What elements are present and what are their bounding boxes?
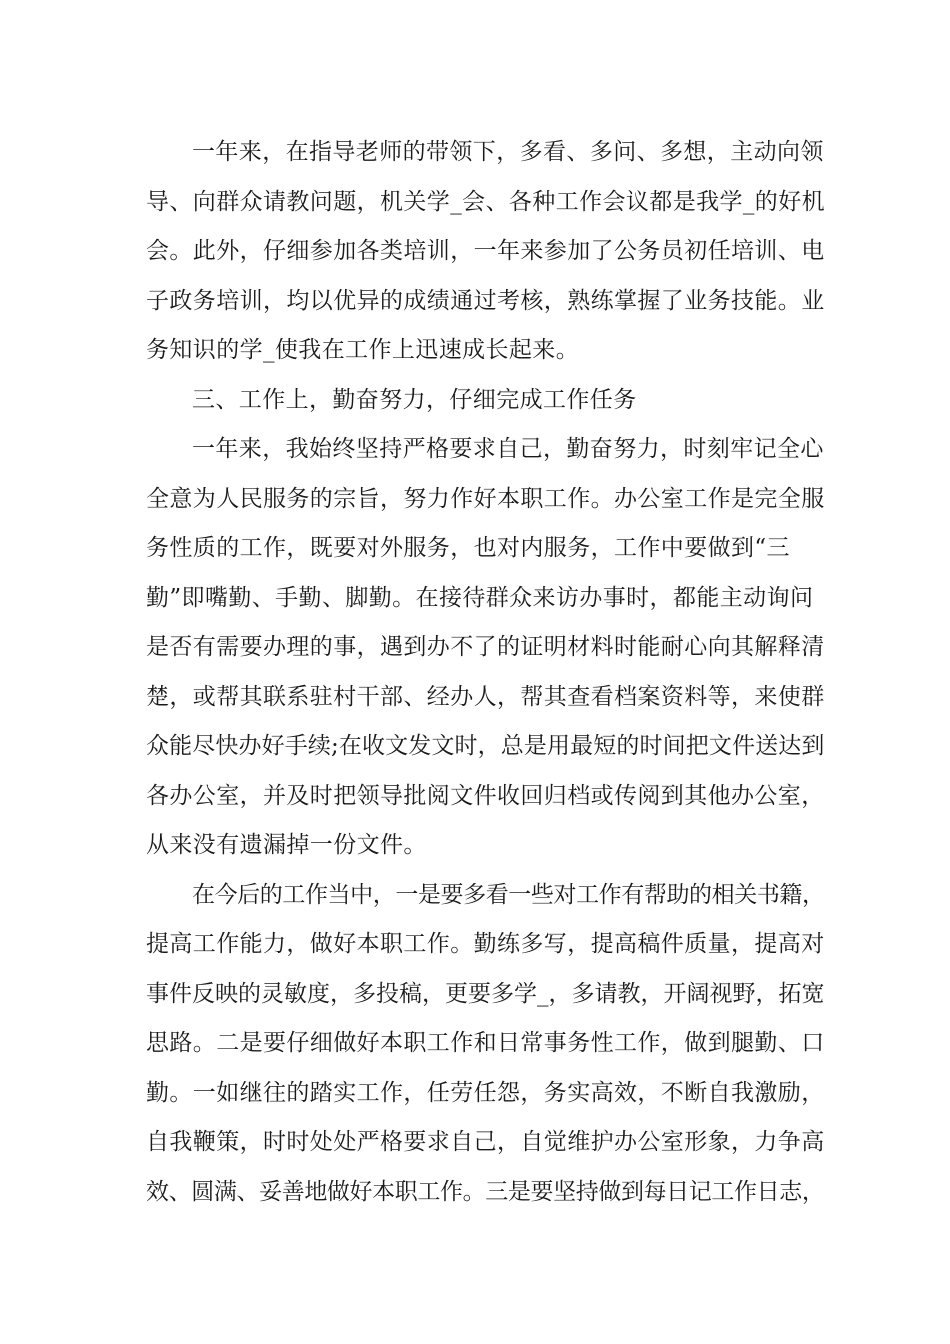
text-line: 楚，或帮其联系驻村干部、经办人，帮其查看档案资料等，来使群 [146,683,825,710]
document-body [146,128,826,1217]
text-line: 提高工作能力，做好本职工作。勤练多写，提高稿件质量，提高对 [146,931,825,957]
text-line: 务知识的学_使我在工作上迅速成长起来。 [146,337,580,363]
text-line: 思路。二是要仔细做好本职工作和日常事务性工作，做到腿勤、口 [146,1030,825,1056]
text-line: 会。此外，仔细参加各类培训，一年来参加了公务员初任培训、电 [146,238,825,264]
text-line: 勤。一如继往的踏实工作，任劳任怨，务实高效，不断自我激励， [146,1079,825,1106]
text-line: 导、向群众请教问题，机关学_会、各种工作会议都是我学_的好机 [146,188,825,215]
text-line: 全意为人民服务的宗旨，努力作好本职工作。办公室工作是完全服 [146,485,825,512]
text-line: 从来没有遗漏掉一份文件。 [146,832,427,858]
text-line: 务性质的工作，既要对外服务，也对内服务，工作中要做到“三 [146,535,790,561]
section-heading: 三、工作上，勤奋努力，仔细完成工作任务 [192,386,637,413]
text-line: 事件反映的灵敏度，多投稿，更要多学_，多请教，开阔视野，拓宽 [146,980,825,1007]
text-line: 一年来，在指导老师的带领下，多看、多问、多想，主动向领 [192,139,824,165]
text-line: 自我鞭策，时时处处严格要求自己，自觉维护办公室形象，力争高 [146,1129,825,1155]
text-line: 一年来，我始终坚持严格要求自己，勤奋努力，时刻牢记全心 [192,436,824,462]
text-line: 效、圆满、妥善地做好本职工作。三是要坚持做到每日记工作日志， [146,1178,825,1205]
text-line: 勤”即嘴勤、手勤、脚勤。在接待群众来访办事时，都能主动询问 [146,584,814,611]
text-line: 子政务培训，均以优异的成绩通过考核，熟练掌握了业务技能。业 [146,287,825,314]
text-line: 众能尽快办好手续;在收文发文时，总是用最短的时间把文件送达到 [146,733,825,759]
text-line: 在今后的工作当中，一是要多看一些对工作有帮助的相关书籍， [192,881,825,908]
text-line: 各办公室，并及时把领导批阅文件收回归档或传阅到其他办公室， [146,782,825,809]
text-line: 是否有需要办理的事，遇到办不了的证明材料时能耐心向其解释清 [146,634,825,660]
